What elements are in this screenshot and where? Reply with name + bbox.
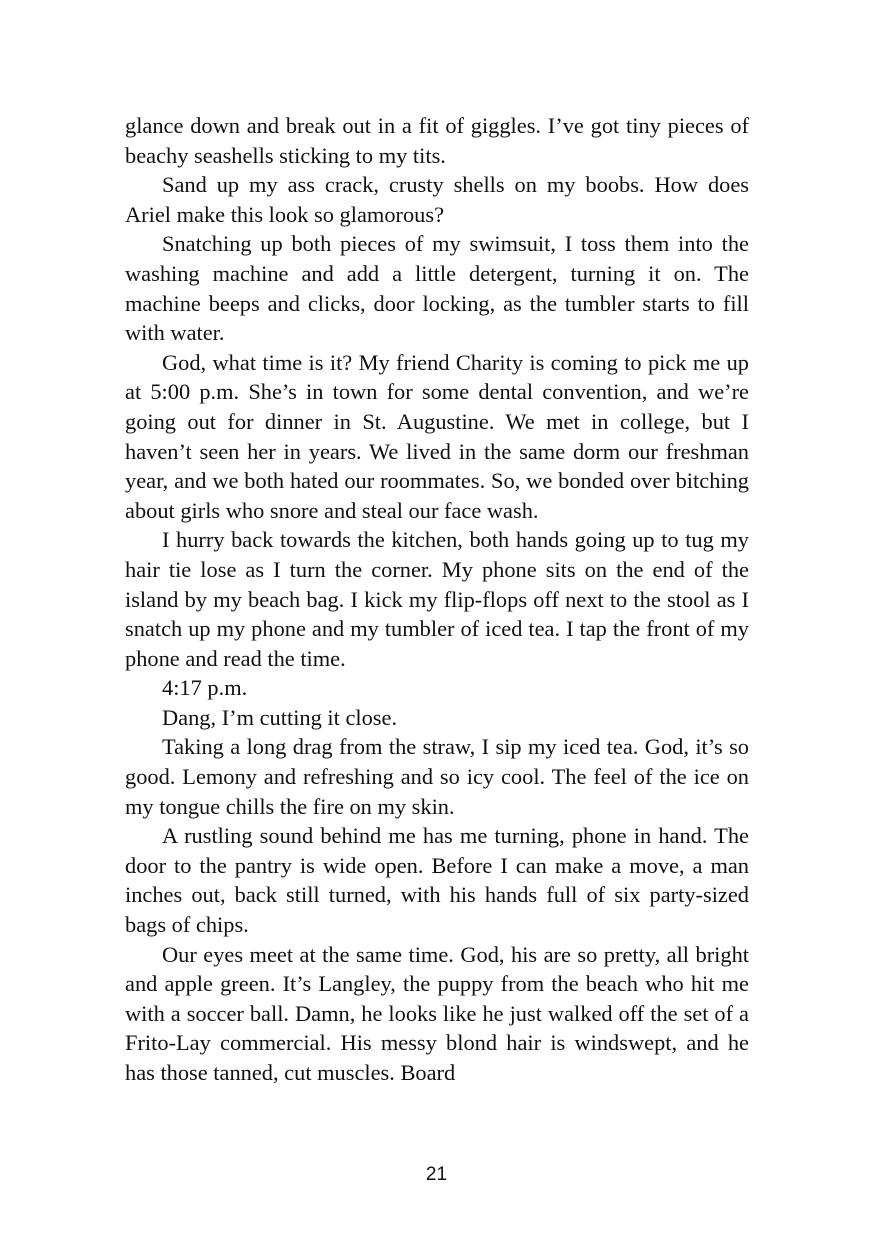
paragraph: 4:17 p.m. [162,675,248,701]
paragraph: I hurry back towards the kitchen, both hands going up to tug my hair tie lose as I turn the corner. My phone sits on the end of the island by my beach bag. I kick my flip-flops off next to the stool as I snatch up my phone and my tumbler of iced tea. I tap the front of my phone and read the time. [125,527,749,671]
paragraph: Dang, I’m cutting it close. [162,704,398,730]
paragraph: God, what time is it? My friend Charity is coming to pick me up at 5:00 p.m. She’s in town for some dental convention, and we’re going out for dinner in St. Augustine. We met in college, but I haven’t seen her in years. We lived in the same dorm our freshman year, and we both hated our roommates. So, we bonded over bitching about girls who snore and steal our face wash. [125,349,749,523]
paragraph-continuation: glance down and break out in a fit of giggles. I’ve got tiny pieces of beachy seashells sticking to my tits. [125,113,749,168]
page-number: 21 [425,1164,448,1185]
paragraph: A rustling sound behind me has me turning, phone in hand. The door to the pantry is wide open. Before I can make a move, a man inches out, back still turned, with his hands full of six party-sized bags of chips. [125,823,749,938]
paragraph: Sand up my ass crack, crusty shells on my boobs. How does Ariel make this look so glamorous? [125,172,749,227]
paragraph: Our eyes meet at the same time. God, his are so pretty, all bright and apple green. It’s Langley, the puppy from the beach who hit me with a soccer ball. Damn, he looks like he just walked off the set of a Frito-Lay commercial. His messy blond hair is windswept, and he has those tanned, cut muscles. Board [125,941,749,1085]
paragraph: Taking a long drag from the straw, I sip my iced tea. God, it’s so good. Lemony and refreshing and so icy cool. The feel of the ice on my tongue chills the fire on my skin. [125,734,749,819]
body-text [125,111,749,1088]
paragraph: Snatching up both pieces of my swimsuit, I toss them into the washing machine and add a little detergent, turning it on. The machine beeps and clicks, door locking, as the tumbler starts to fill with water. [125,231,749,346]
